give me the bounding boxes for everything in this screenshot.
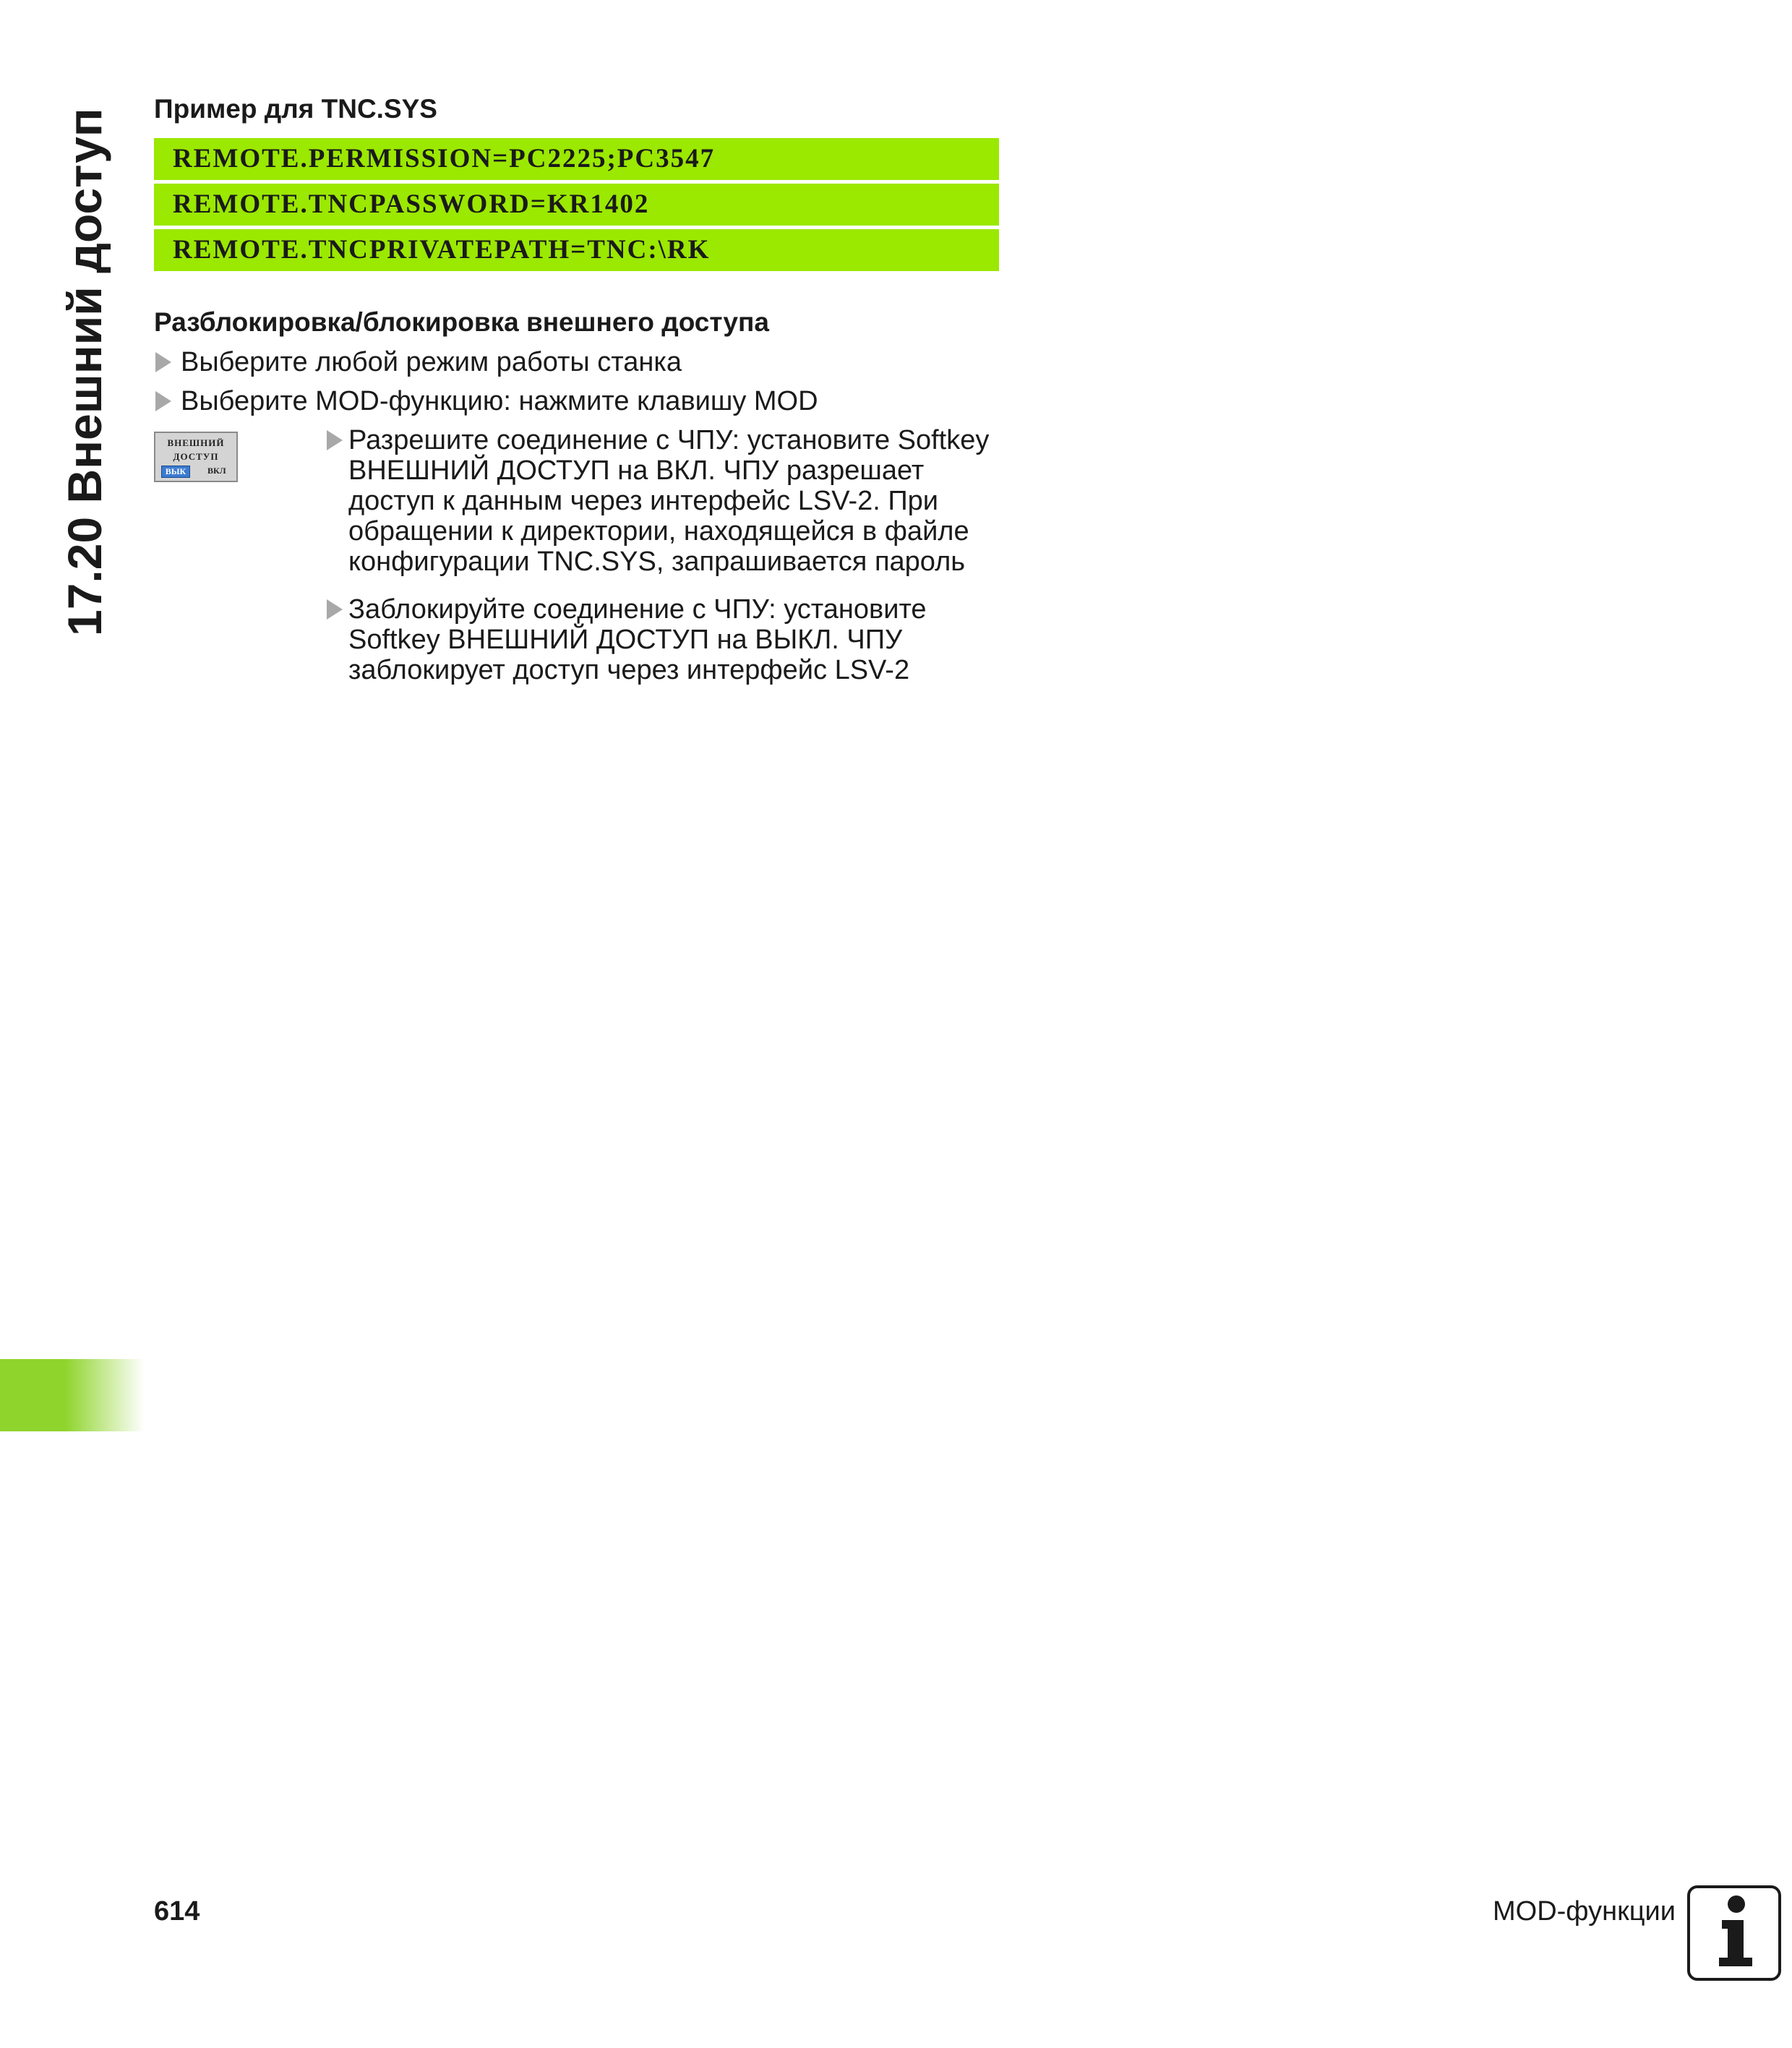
softkey-off-state: ВЫК xyxy=(161,466,190,478)
softkey-label-line1: ВНЕШНИЙ xyxy=(167,437,225,448)
bullet-arrow-icon xyxy=(327,430,343,450)
code-line: REMOTE.PERMISSION=PC2225;PC3547 xyxy=(154,138,999,180)
code-line: REMOTE.TNCPRIVATEPATH=TNC:\RK xyxy=(154,229,999,271)
footer-chapter-title: MOD-функции xyxy=(1493,1896,1676,1927)
code-line: REMOTE.TNCPASSWORD=KR1402 xyxy=(154,184,999,226)
bullet-arrow-icon xyxy=(155,391,171,411)
chapter-tab-marker xyxy=(0,1359,145,1431)
step-text: Выберите любой режим работы станка xyxy=(181,347,682,377)
example-heading: Пример для TNC.SYS xyxy=(154,94,437,124)
bullet-arrow-icon xyxy=(155,352,171,372)
step-text: Выберите MOD-функцию: нажмите клавишу MOD xyxy=(181,386,818,416)
chapter-side-title: 17.20 Внешний доступ xyxy=(58,108,111,636)
section-heading: Разблокировка/блокировка внешнего доступа xyxy=(154,307,769,337)
bullet-arrow-icon xyxy=(327,599,343,620)
info-icon xyxy=(1687,1885,1781,1981)
enable-access-text: Разрешите соединение с ЧПУ: установите Softkey ВНЕШНИЙ ДОСТУП на ВКЛ. ЧПУ разрешает доступ к данным через интерфейс LSV-2. При обращении к директории, находящейся в файле конфигурации TNC.SYS, запрашивается пароль xyxy=(348,425,990,577)
page-number: 614 xyxy=(154,1896,200,1927)
disable-access-text: Заблокируйте соединение с ЧПУ: установите Softkey ВНЕШНИЙ ДОСТУП на ВЫКЛ. ЧПУ заблокирует доступ через интерфейс LSV-2 xyxy=(348,594,927,685)
softkey-label-line2: ДОСТУП xyxy=(173,451,219,462)
external-access-softkey[interactable] xyxy=(154,432,238,482)
softkey-on-state: ВКЛ xyxy=(207,466,226,476)
